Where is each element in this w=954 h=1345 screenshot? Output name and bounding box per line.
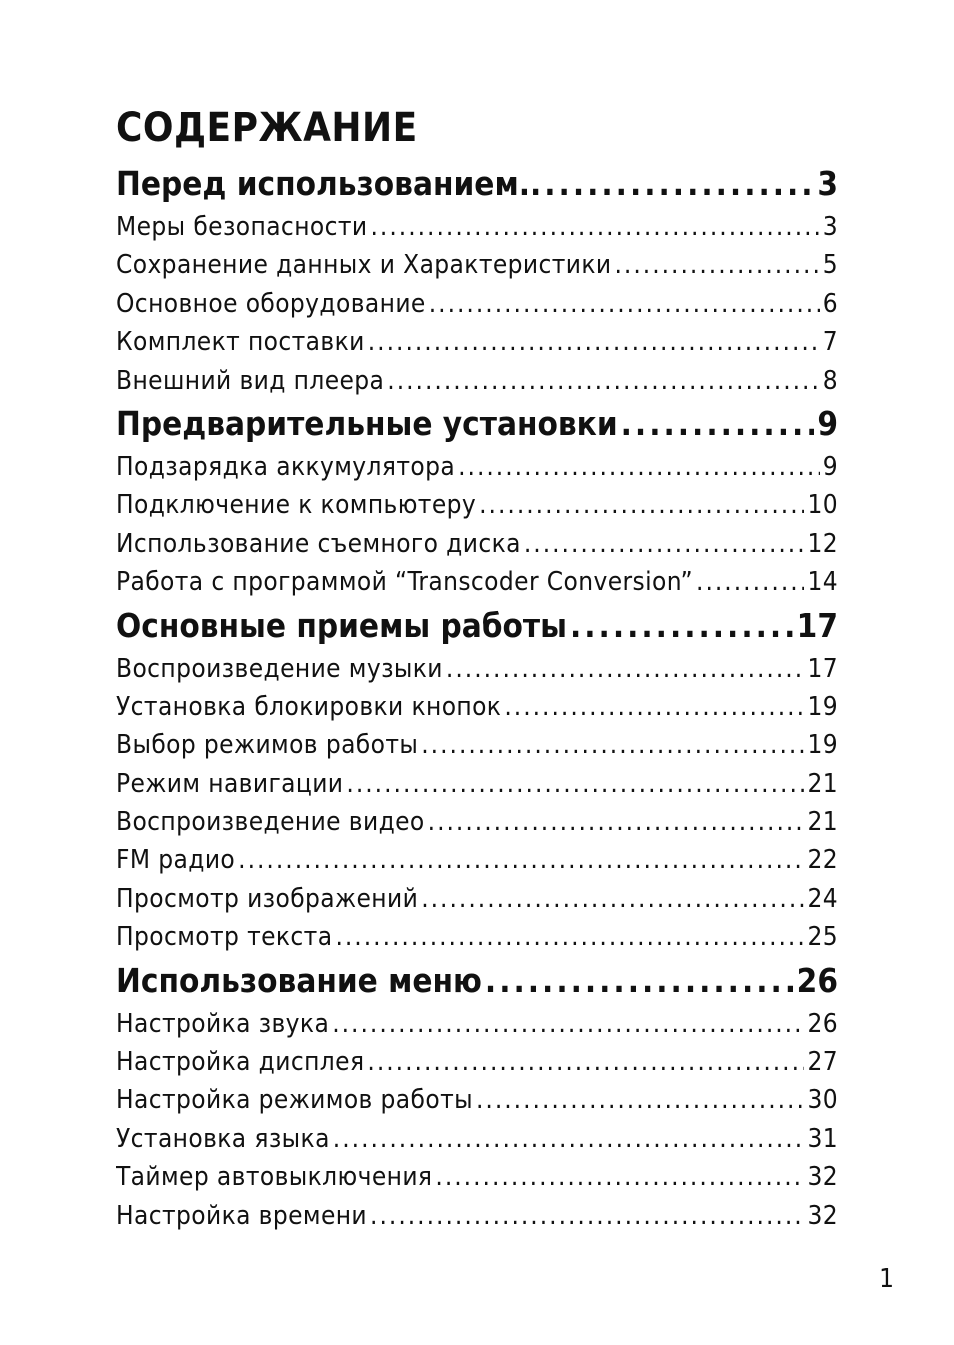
dot-leader (446, 650, 805, 688)
toc-entry-page-number: 27 (807, 1047, 838, 1078)
toc-entry-title: Установка блокировки кнопок (116, 691, 502, 722)
toc-entry-title: Подключение к компьютеру (116, 490, 477, 521)
toc-entry-page-number: 12 (807, 528, 838, 559)
toc-entry-title: Использование меню (116, 960, 482, 1000)
toc-entry-page-number: 24 (807, 883, 838, 914)
dot-leader (428, 803, 805, 841)
toc-entry-title: Выбор режимов работы (116, 730, 419, 761)
dot-leader (621, 400, 815, 448)
toc-entry-page-number: 17 (807, 653, 838, 684)
toc-entry-page-number: 17 (796, 605, 838, 645)
toc-section-heading (116, 160, 838, 208)
toc-entry (116, 448, 838, 486)
toc-entry-page-number: 5 (822, 250, 838, 281)
dot-leader (370, 208, 819, 246)
dot-leader (696, 563, 804, 601)
toc-entry (116, 525, 838, 563)
toc-entry-title: Использование съемного диска (116, 528, 521, 559)
toc-entry (116, 841, 838, 879)
toc-entry-page-number: 3 (822, 212, 838, 242)
toc-entry-page-number: 32 (807, 1162, 838, 1193)
toc-entry-title: Внешний вид плеера (116, 365, 385, 396)
toc-entry-page-number: 26 (807, 1008, 838, 1039)
dot-leader (333, 1120, 805, 1158)
toc-entry-title: Настройка времени (116, 1200, 368, 1231)
toc-section-heading (116, 400, 838, 448)
table-of-contents (116, 160, 838, 1235)
toc-entry (116, 803, 838, 841)
toc-entry-title: Настройка звука (116, 1008, 330, 1039)
toc-section-heading (116, 957, 838, 1005)
toc-entry (116, 246, 838, 284)
toc-entry (116, 1120, 838, 1158)
toc-entry (116, 486, 838, 524)
toc-entry-page-number: 21 (807, 768, 838, 799)
toc-entry-page-number: 22 (807, 845, 838, 876)
toc-entry-title: Просмотр изображений (116, 883, 419, 914)
toc-entry (116, 362, 838, 400)
dot-leader (458, 448, 820, 486)
toc-entry-page-number: 31 (807, 1123, 838, 1154)
toc-entry-title: Воспроизведение видео (116, 807, 425, 838)
toc-entry (116, 563, 838, 601)
toc-entry-title: Работа с программой “Transcoder Conversion” (116, 567, 694, 598)
dot-leader (346, 765, 804, 803)
toc-entry-title: Настройка дисплея (116, 1047, 365, 1078)
toc-entry-title: Настройка режимов работы (116, 1085, 473, 1116)
page-number: 1 (879, 1264, 894, 1294)
dot-leader (429, 285, 820, 323)
toc-entry-page-number: 25 (807, 922, 838, 953)
page-title: СОДЕРЖАНИЕ (116, 105, 418, 151)
toc-entry-page-number: 21 (807, 807, 838, 838)
toc-entry (116, 208, 838, 246)
toc-entry-title: Сохранение данных и Характеристики (116, 250, 612, 281)
toc-entry (116, 1043, 838, 1081)
toc-entry-title: Основное оборудование (116, 288, 426, 319)
dot-leader (387, 362, 819, 400)
dot-leader (544, 160, 814, 208)
dot-leader (238, 841, 804, 879)
toc-entry (116, 1081, 838, 1119)
toc-entry-page-number: 30 (807, 1085, 838, 1116)
toc-entry (116, 650, 838, 688)
toc-entry-title: Основные приемы работы (116, 605, 567, 645)
dot-leader (570, 602, 794, 650)
dot-leader (335, 918, 804, 956)
toc-entry (116, 285, 838, 323)
toc-entry-page-number: 3 (817, 164, 838, 203)
dot-leader (368, 323, 820, 361)
toc-entry (116, 918, 838, 956)
toc-section-heading (116, 602, 838, 650)
toc-entry-page-number: 10 (807, 490, 838, 521)
toc-entry (116, 765, 838, 803)
dot-leader (421, 880, 804, 918)
toc-entry-page-number: 8 (822, 365, 838, 396)
toc-entry-title: Таймер автовыключения (116, 1162, 433, 1193)
toc-entry-title: Режим навигации (116, 768, 344, 799)
toc-entry-title: FM радио (116, 845, 236, 876)
toc-entry-page-number: 6 (822, 288, 838, 319)
toc-entry (116, 1005, 838, 1043)
dot-leader (504, 688, 804, 726)
toc-entry-page-number: 9 (817, 403, 838, 443)
toc-entry-page-number: 9 (822, 451, 838, 482)
toc-entry-title: Воспроизведение музыки (116, 653, 443, 684)
toc-entry-title: Перед использованием.. (116, 164, 542, 203)
dot-leader (615, 246, 820, 284)
toc-entry-title: Комплект поставки (116, 327, 365, 358)
toc-entry-title: Установка языка (116, 1123, 330, 1154)
toc-entry-page-number: 7 (822, 327, 838, 358)
toc-entry-title: Меры безопасности (116, 212, 368, 242)
dot-leader (476, 1081, 804, 1119)
toc-entry (116, 1158, 838, 1196)
toc-entry (116, 1197, 838, 1235)
dot-leader (367, 1043, 804, 1081)
toc-entry (116, 323, 838, 361)
toc-entry-title: Предварительные установки (116, 403, 618, 443)
dot-leader (524, 525, 805, 563)
dot-leader (479, 486, 804, 524)
dot-leader (332, 1005, 804, 1043)
toc-entry (116, 726, 838, 764)
toc-entry-page-number: 19 (807, 691, 838, 722)
dot-leader (435, 1158, 804, 1196)
toc-entry-title: Подзарядка аккумулятора (116, 451, 456, 482)
toc-entry-page-number: 14 (807, 567, 838, 598)
dot-leader (370, 1197, 804, 1235)
toc-entry-page-number: 32 (807, 1200, 838, 1231)
toc-entry (116, 688, 838, 726)
dot-leader (421, 726, 804, 764)
toc-entry-page-number: 19 (807, 730, 838, 761)
dot-leader (485, 957, 794, 1005)
toc-entry-page-number: 26 (796, 960, 838, 1000)
toc-entry-title: Просмотр текста (116, 922, 333, 953)
toc-entry (116, 880, 838, 918)
